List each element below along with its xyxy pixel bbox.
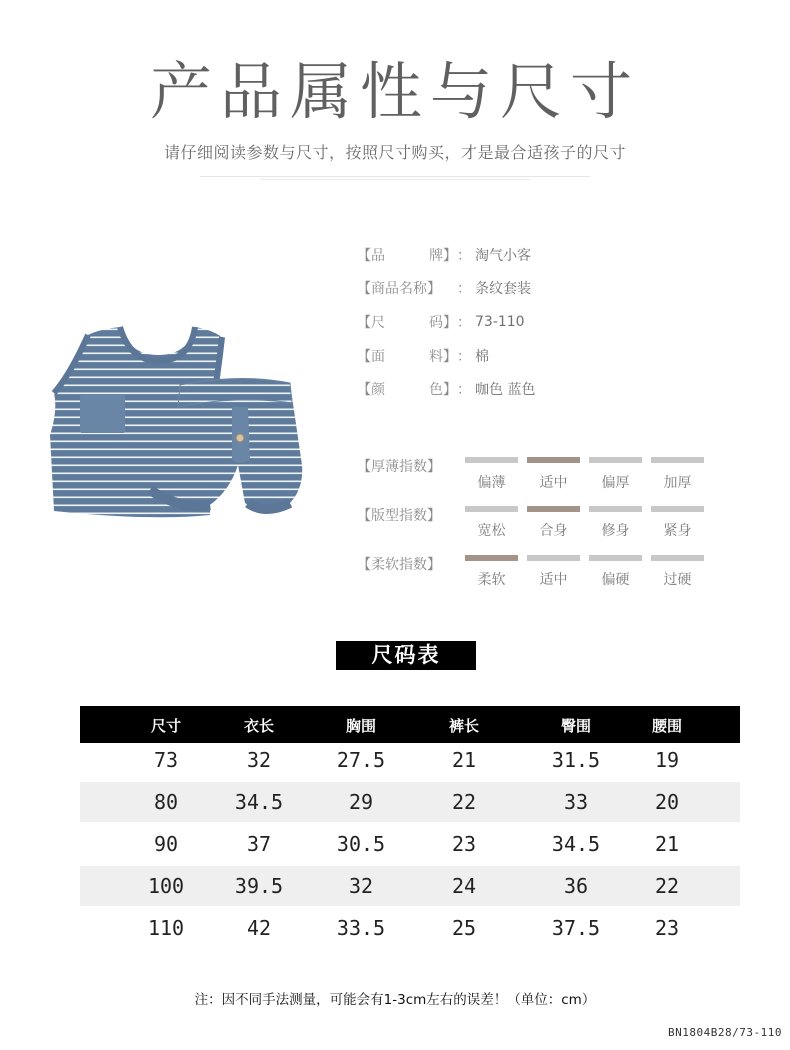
attr-separator: ：: [457, 315, 471, 331]
table-cell: 37: [246, 832, 272, 856]
table-cell: 33: [563, 790, 589, 814]
attr-label: 【商品名称】: [357, 281, 441, 297]
column-header: 裤长: [448, 717, 479, 735]
table-cell: 34.5: [551, 832, 601, 856]
page-title: 产品属性与尺寸: [149, 55, 640, 128]
attr-value: 咖色 蓝色: [475, 382, 536, 398]
table-cell: 25: [451, 916, 477, 940]
index-option: 适中: [539, 475, 568, 491]
table-cell: 23: [451, 832, 477, 856]
table-cell: 20: [654, 790, 680, 814]
table-cell: 27.5: [336, 748, 386, 772]
table-cell: 42: [246, 916, 272, 940]
index-option: 偏硬: [601, 572, 630, 588]
attr-separator: ：: [457, 349, 471, 365]
table-cell: 19: [654, 748, 680, 772]
index-option: 过硬: [663, 572, 692, 588]
table-cell: 21: [451, 748, 477, 772]
index-option: 加厚: [663, 475, 692, 491]
attr-label: 色】: [429, 382, 457, 398]
attr-label: 料】: [429, 349, 457, 365]
table-cell: 22: [451, 790, 477, 814]
index-option: 偏薄: [477, 475, 506, 491]
column-header: 腰围: [651, 717, 682, 735]
table-cell: 21: [654, 832, 680, 856]
attr-label: 码】: [429, 315, 457, 331]
attr-separator: ：: [457, 248, 471, 264]
attr-value: 73-110: [475, 314, 525, 330]
table-cell: 100: [147, 874, 185, 898]
attr-value: 淘气小客: [475, 248, 531, 264]
column-header: 衣长: [243, 717, 274, 735]
table-cell: 29: [348, 790, 374, 814]
index-label-softness: 【柔软指数】: [357, 557, 441, 573]
attr-label: 牌】: [429, 248, 457, 264]
attr-label: 【面: [357, 349, 385, 365]
index-label-fit: 【版型指数】: [357, 508, 441, 524]
attr-separator: ：: [457, 382, 471, 398]
table-cell: 23: [654, 916, 680, 940]
index-option: 修身: [601, 523, 630, 539]
table-cell: 22: [654, 874, 680, 898]
index-label-thickness: 【厚薄指数】: [357, 459, 441, 475]
table-cell: 24: [451, 874, 477, 898]
attr-label: 【颜: [357, 382, 385, 398]
table-cell: 80: [153, 790, 179, 814]
column-header: 尺寸: [150, 717, 181, 735]
table-cell: 110: [147, 916, 185, 940]
attr-value: 条纹套装: [475, 281, 531, 297]
size-chart-title: 尺码表: [336, 641, 476, 670]
table-cell: 31.5: [551, 748, 601, 772]
page-subtitle: 请仔细阅读参数与尺寸，按照尺寸购买，才是最合适孩子的尺寸: [163, 143, 626, 162]
table-cell: 90: [153, 832, 179, 856]
column-header: 臀围: [560, 717, 591, 735]
table-cell: 30.5: [336, 832, 386, 856]
measurement-note: 注：因不同手法测量，可能会有1-3cm左右的误差！（单位：cm）: [194, 992, 596, 1008]
table-cell: 34.5: [234, 790, 284, 814]
table-cell: 32: [348, 874, 374, 898]
index-option: 柔软: [477, 572, 506, 588]
table-cell: 39.5: [234, 874, 284, 898]
index-option: 偏厚: [601, 475, 630, 491]
attr-separator: ：: [457, 281, 471, 297]
attr-value: 棉: [475, 349, 489, 365]
product-code: BN1804B28/73-110: [668, 1026, 782, 1039]
index-option: 合身: [539, 523, 568, 539]
attr-label: 【品: [357, 248, 385, 264]
index-option: 紧身: [663, 523, 692, 539]
table-cell: 33.5: [336, 916, 386, 940]
table-cell: 32: [246, 748, 272, 772]
column-header: 胸围: [345, 717, 376, 735]
table-cell: 36: [563, 874, 589, 898]
table-cell: 37.5: [551, 916, 601, 940]
index-option: 适中: [539, 572, 568, 588]
table-cell: 73: [153, 748, 179, 772]
index-option: 宽松: [477, 523, 506, 539]
attr-label: 【尺: [357, 315, 385, 331]
